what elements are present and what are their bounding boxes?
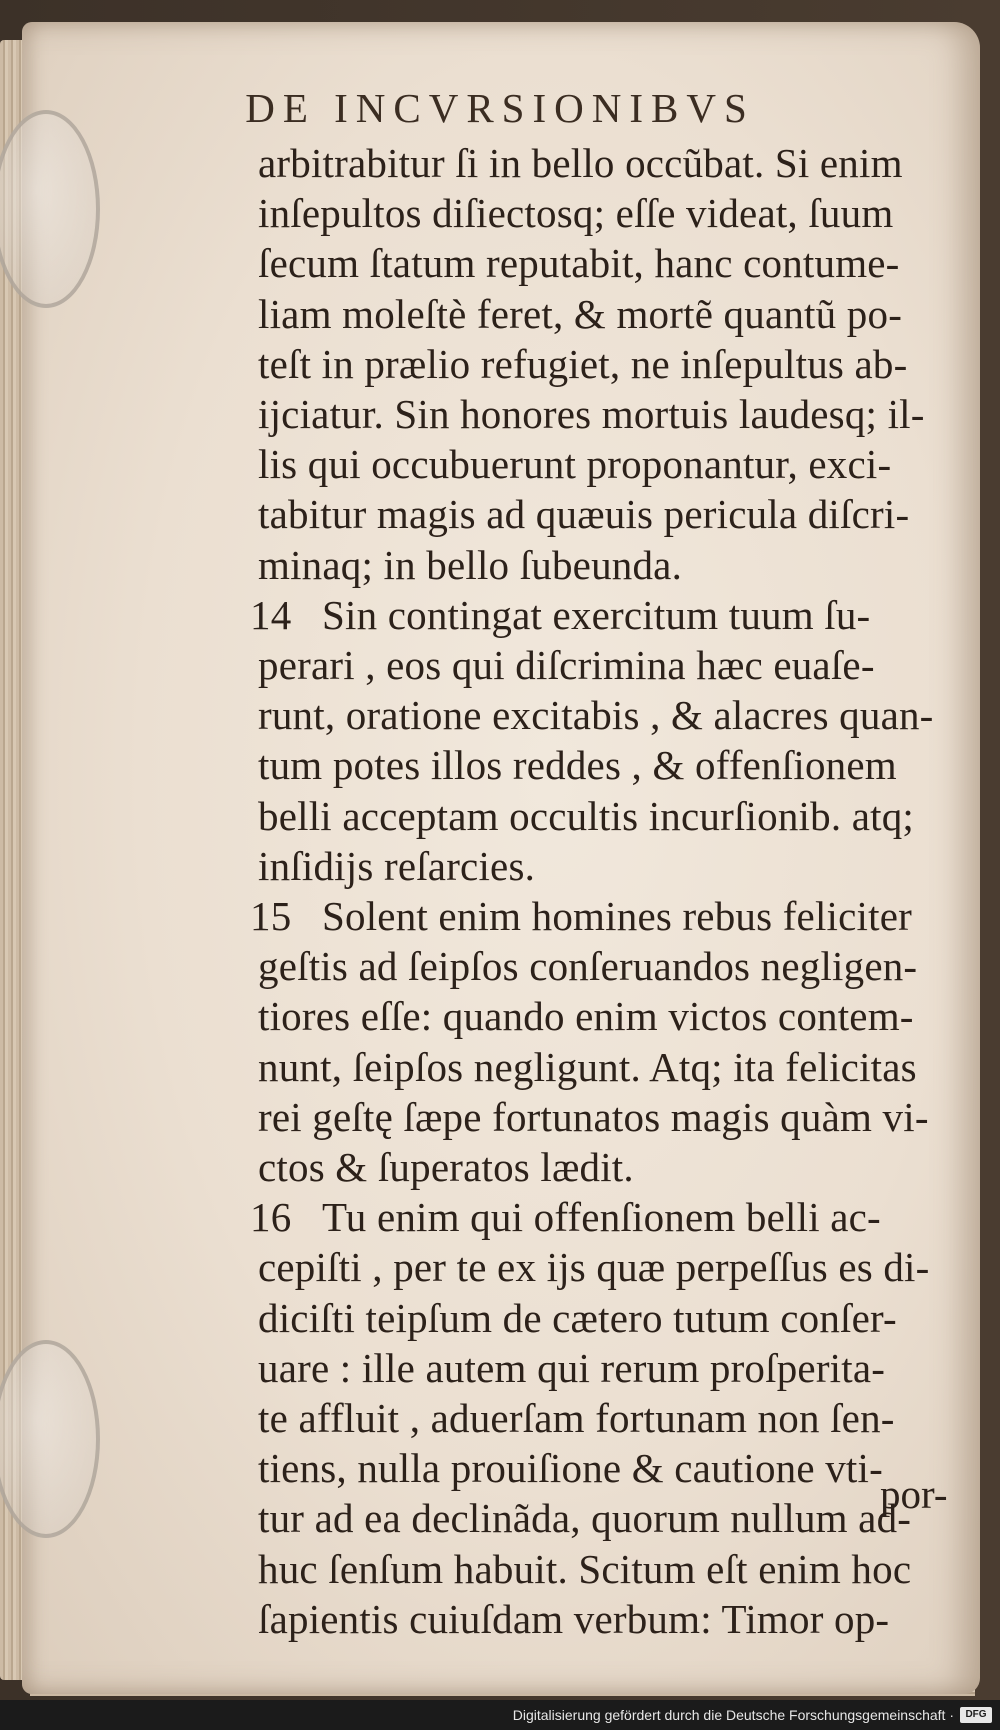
text-line: [258, 1544, 958, 1594]
text-line: [258, 1293, 958, 1343]
text-line: [250, 590, 958, 640]
line-text: Tu enim qui offenſionem belli ac-: [322, 1194, 881, 1241]
text-line: [258, 489, 958, 539]
line-text: belli acceptam occultis incurſionib. atq;: [258, 792, 915, 839]
line-text: cepiſti , per te ex ijs quæ perpeſſus es di-: [258, 1244, 930, 1291]
line-text: Sin contingat exercitum tuum ſu-: [322, 591, 871, 638]
text-line: [258, 289, 958, 339]
line-text: tiens, nulla prouiſione & cautione vti-: [258, 1445, 883, 1492]
line-text: geſtis ad ſeipſos conſeruandos negligen-: [258, 943, 918, 990]
line-text: huc ſenſum habuit. Scitum eſt enim hoc: [258, 1545, 912, 1592]
footer-bar: [0, 1700, 1000, 1730]
text-line: [258, 991, 958, 1041]
text-line: [258, 1092, 958, 1142]
text-line: [258, 339, 958, 389]
line-text: tiores eſſe: quando enim victos contem-: [258, 993, 914, 1040]
line-text: lis qui occubuerunt proponantur, exci-: [258, 441, 892, 488]
text-line: [258, 1393, 958, 1443]
line-text: inſepultos diſiectosq; eſſe videat, ſuum: [258, 190, 894, 237]
text-line: [258, 1493, 958, 1543]
text-line: [258, 540, 958, 590]
text-line: [258, 1042, 958, 1092]
line-text: diciſti teipſum de cætero tutum conſer-: [258, 1294, 897, 1341]
dfg-logo: DFG: [960, 1707, 992, 1723]
text-line: [258, 1343, 958, 1393]
line-text: runt, oratione excitabis , & alacres quan-: [258, 692, 934, 739]
line-text: uare : ille autem qui rerum proſperita-: [258, 1344, 886, 1391]
running-head: DE INCVRSIONIBVS: [245, 85, 755, 131]
text-line: [258, 1594, 958, 1644]
text-line: [258, 841, 958, 891]
text-line: [258, 640, 958, 690]
footer-credit-text: Digitalisierung gefördert durch die Deutsche Forschungsgemeinschaft ·: [512, 1707, 954, 1723]
line-text: minaq; in bello ſubeunda.: [258, 541, 683, 588]
text-line: [258, 439, 958, 489]
line-text: liam moleſtè feret, & mortẽ quantũ po-: [258, 290, 903, 337]
text-line: [250, 1192, 958, 1242]
text-line: [258, 1242, 958, 1292]
text-line: [258, 1443, 958, 1493]
line-text: ſecum ſtatum reputabit, hanc contume-: [258, 240, 900, 287]
text-line: [258, 238, 958, 288]
line-text: te affluit , aduerſam fortunam non ſen-: [258, 1395, 895, 1442]
section-number: 16: [250, 1194, 292, 1241]
text-line: [258, 389, 958, 439]
line-text: ctos & ſuperatos lædit.: [258, 1144, 634, 1191]
line-text: inſidijs reſarcies.: [258, 842, 536, 889]
line-text: perari , eos qui diſcrimina hæc euaſe-: [258, 642, 875, 689]
line-text: arbitrabitur ſi in bello occũbat. Si enim: [258, 140, 903, 186]
line-text: Solent enim homines rebus feliciter: [322, 893, 912, 940]
text-block: [250, 138, 958, 1644]
line-text: rei geſtę ſæpe fortunatos magis quàm vi-: [258, 1093, 929, 1140]
line-text: ijciatur. Sin honores mortuis laudesq; il-: [258, 391, 925, 438]
line-text: tur ad ea declinãda, quorum nullum ad-: [258, 1495, 912, 1542]
text-line: [258, 791, 958, 841]
section-number: 15: [250, 893, 292, 940]
text-line: [258, 1142, 958, 1192]
text-line: [258, 188, 958, 238]
line-text: teſt in prælio refugiet, ne inſepultus ab-: [258, 340, 908, 387]
line-text: nunt, ſeipſos negligunt. Atq; ita felicitas: [258, 1043, 917, 1090]
section-number: 14: [250, 591, 292, 638]
line-text: tabitur magis ad quæuis pericula diſcri-: [258, 491, 910, 538]
text-line: [258, 740, 958, 790]
text-line: [250, 891, 958, 941]
text-line: [258, 941, 958, 991]
line-text: ſapientis cuiuſdam verbum: Timor op-: [258, 1595, 890, 1642]
line-text: tum potes illos reddes , & offenſionem: [258, 742, 897, 789]
text-line: [258, 138, 958, 188]
text-line: [258, 690, 958, 740]
catchword: por-: [880, 1471, 948, 1517]
